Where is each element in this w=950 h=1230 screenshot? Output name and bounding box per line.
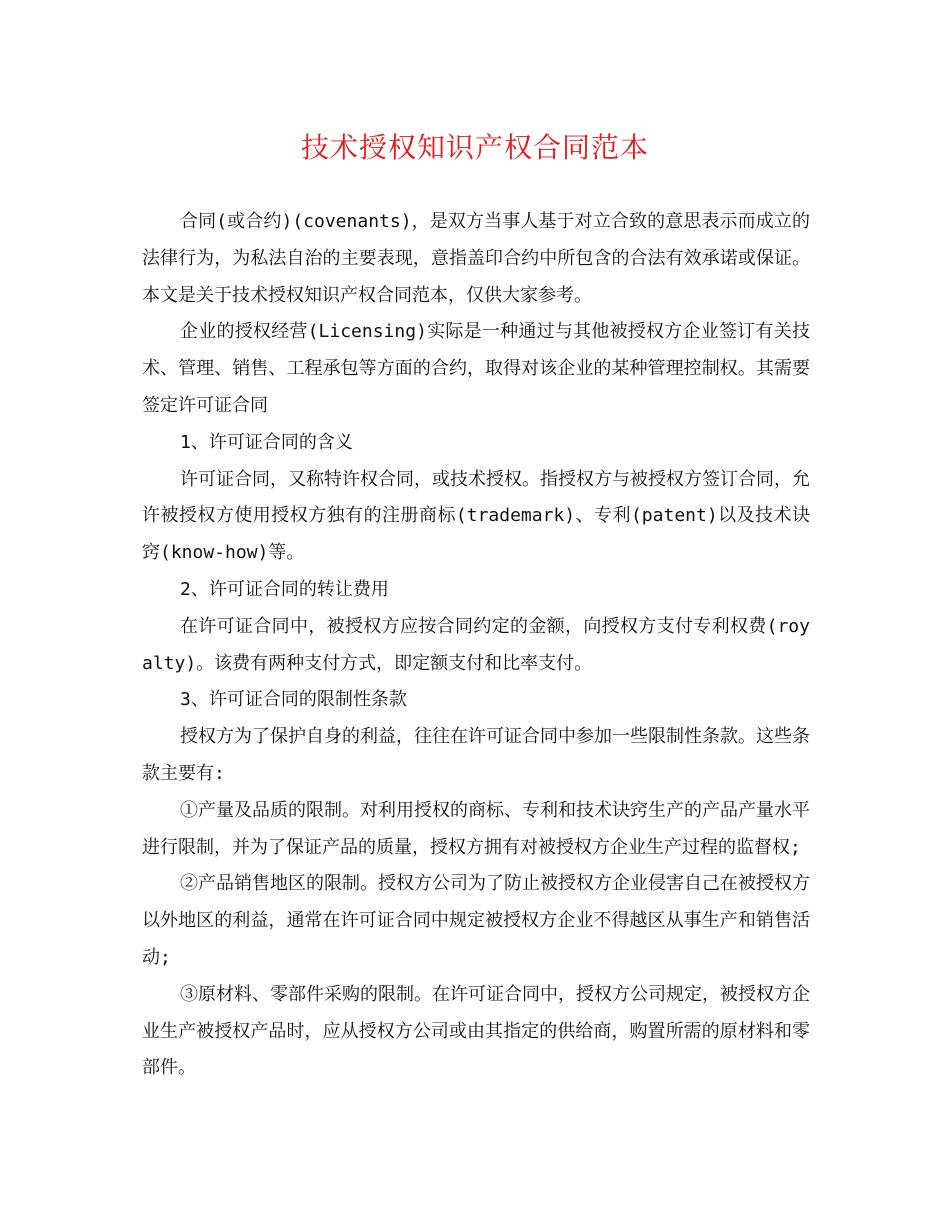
list-item-output-quality: ①产量及品质的限制。对利用授权的商标、专利和技术诀窍生产的产品产量水平进行限制，并为了保证产品的质量，授权方拥有对被授权方企业生产过程的监督权; (142, 799, 810, 858)
list-item-materials: ③原材料、零部件采购的限制。在许可证合同中，授权方公司规定，被授权方企业生产被授权产品时，应从授权方公司或由其指定的供给商，购置所需的原材料和零部件。 (142, 983, 810, 1079)
document-title: 技术授权知识产权合同范本 (300, 131, 649, 164)
paragraph-intro: 合同(或合约)(covenants)，是双方当事人基于对立合致的意思表示而成立的法律行为，为私法自治的主要表现，意指盖印合约中所包含的合法有效承诺或保证。本文是关于技术授权知识产权合同范本，仅供大家参考。 (142, 211, 810, 306)
section-heading-2: 2、许可证合同的转让费用 (180, 578, 389, 600)
document-body (142, 204, 810, 1087)
paragraph-licensing: 企业的授权经营(Licensing)实际是一种通过与其他被授权方企业签订有关技术、管理、销售、工程承包等方面的合约，取得对该企业的某种管理控制权。其需要签定许可证合同 (142, 321, 810, 416)
paragraph-definition: 许可证合同，又称特许权合同，或技术授权。指授权方与被授权方签订合同，允许被授权方使用授权方独有的注册商标(trademark)、专利(patent)以及技术诀窍(know-how)等。 (142, 468, 810, 564)
paragraph-fees: 在许可证合同中，被授权方应按合同约定的金额，向授权方支付专利权费(royalty)。该费有两种支付方式，即定额支付和比率支付。 (142, 615, 810, 674)
section-heading-3: 3、许可证合同的限制性条款 (180, 689, 407, 711)
list-item-sales-region: ②产品销售地区的限制。授权方公司为了防止被授权方企业侵害自己在被授权方以外地区的利益，通常在许可证合同中规定被授权方企业不得越区从事生产和销售活动; (142, 873, 810, 968)
paragraph-restrictions: 授权方为了保护自身的利益，往往在许可证合同中参加一些限制性条款。这些条款主要有: (142, 726, 810, 784)
section-heading-1: 1、许可证合同的含义 (180, 431, 353, 453)
